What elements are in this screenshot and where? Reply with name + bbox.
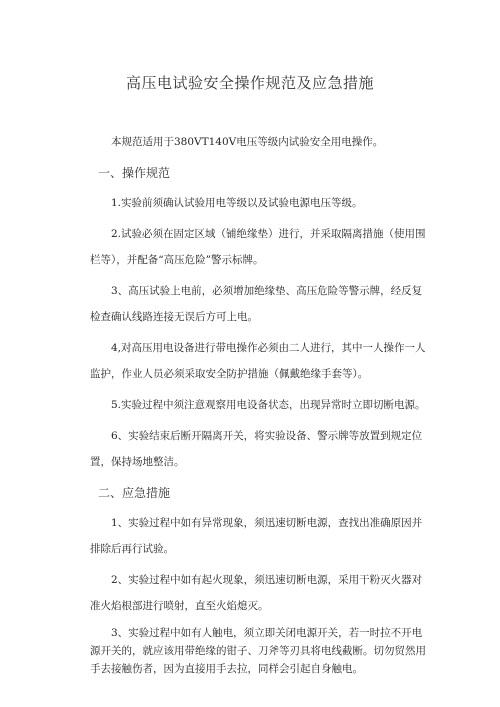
- operation-rule-item: 4,对高压用电设备进行带电操作必须由二人进行，其中一人操作一人监护，作业人员必须采取安全防护措施（佩戴绝缘手套等）。: [90, 342, 426, 380]
- document-body: [90, 129, 428, 683]
- section-heading-emergency-measures: 二、应急措施: [98, 486, 171, 500]
- section-heading-operation-rules: 一、操作规范: [98, 166, 171, 180]
- operation-rule-item: 2.试验必须在固定区域（铺绝缘垫）进行，并采取隔离措施（使用围栏等），并配备“高压危险”警示标牌。: [90, 228, 426, 266]
- emergency-measure-item: 1、实验过程中如有异常现象，须迅速切断电源，查找出准确原因并排除后再行试验。: [90, 517, 423, 555]
- operation-rule-item: 1.实验前须确认试验用电等级以及试验电源电压等级。: [111, 197, 363, 209]
- operation-rule-item: 3、高压试验上电前，必须增加绝缘垫、高压危险等警示牌，经反复检查确认线路连接无误后方可上电。: [90, 285, 423, 323]
- intro-paragraph: 本规范适用于380VT140V电压等级内试验安全用电操作。: [111, 136, 384, 148]
- operation-rule-item: 5.实验过程中须注意观察用电设备状态，出现异常时立即切断电源。: [111, 399, 426, 411]
- emergency-measure-item: 3、实验过程中如有人触电，须立即关闭电源开关，若一时拉不开电源开关的，就应该用带绝缘的钳子、刀斧等刃具将电线截断。切勿贸然用手去接触伤者，因为直接用手去拉，同样会引起自身触电。: [90, 627, 426, 675]
- operation-rule-item: 6、实验结束后断开隔离开关，将实验设备、警示牌等放置到规定位置，保持场地整洁。: [90, 430, 423, 468]
- page-title: 高压电试验安全操作规范及应急措施: [125, 74, 374, 92]
- emergency-measure-item: 2、实验过程中如有起火现象，须迅速切断电源，采用干粉灭火器对准火焰根部进行喷射，直至火焰熄灭。: [90, 574, 423, 612]
